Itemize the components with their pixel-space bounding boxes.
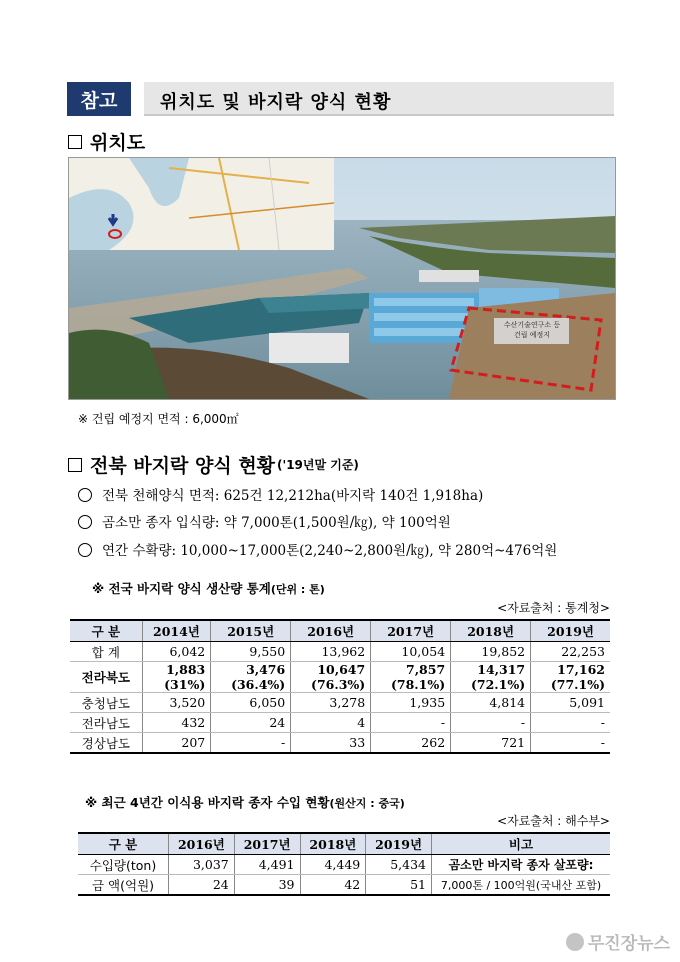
watermark-logo-icon	[566, 933, 584, 951]
table-cell: 10,647 (76.3%)	[291, 662, 371, 693]
table-cell: 4,449	[300, 855, 366, 875]
row-label: 합 계	[70, 642, 142, 662]
circle-bullet-icon	[78, 488, 92, 502]
table-cell: 24	[169, 875, 235, 896]
table-cell: 24	[211, 713, 291, 733]
table-row	[78, 875, 610, 896]
table-cell: 721	[451, 733, 531, 754]
table1-note-unit: (단위 : 톤)	[270, 583, 325, 596]
table-header: 2017년	[371, 620, 451, 642]
site-sign-line2: 건립 예정지	[513, 331, 551, 339]
table-cell: -	[371, 713, 451, 733]
aerial-site-photo	[68, 157, 616, 400]
row-label: 전라남도	[70, 713, 142, 733]
table2-source: <자료출처 : 해수부>	[497, 814, 610, 828]
table-cell: 7,857 (78.1%)	[371, 662, 451, 693]
circle-bullet-icon	[78, 515, 92, 529]
section-status-title: 전북 바지락 양식 현황	[90, 455, 276, 477]
table-cell: 17,162 (77.1%)	[531, 662, 610, 693]
table-header: 2018년	[300, 833, 366, 855]
site-area-note: ※ 건립 예정지 면적 : 6,000㎡	[78, 412, 239, 426]
section-status-subtitle: ('19년말 기준)	[277, 458, 359, 472]
table-row	[70, 642, 610, 662]
table-cell: -	[211, 733, 291, 754]
table-cell: 4	[291, 713, 371, 733]
table-header-row	[70, 620, 610, 642]
table-cell: 1,935	[371, 693, 451, 713]
table-cell: 5,091	[531, 693, 610, 713]
site-sign-line1: 수산기술연구소 등	[503, 321, 561, 329]
table-cell: 14,317 (72.1%)	[451, 662, 531, 693]
table-cell: -	[531, 733, 610, 754]
table1-note-text: ※ 전국 바지락 양식 생산량 통계	[92, 581, 271, 596]
table-header: 2014년	[142, 620, 211, 642]
table2-note	[85, 793, 405, 811]
table2-note-text: ※ 최근 4년간 이식용 바지락 종자 수입 현황	[85, 795, 330, 810]
table-header: 구 분	[78, 833, 169, 855]
table2-note-unit: (원산지 : 중국)	[329, 797, 405, 810]
table-row	[78, 855, 610, 875]
table-cell: 432	[142, 713, 211, 733]
row-label: 수입량(ton)	[78, 855, 169, 875]
remark-cell: 7,000톤 / 100억원(국내산 포함)	[432, 875, 611, 896]
table-cell: 262	[371, 733, 451, 754]
table-header-row	[78, 833, 610, 855]
row-label: 전라북도	[70, 662, 142, 693]
page-title: 위치도 및 바지락 양식 현황	[160, 92, 392, 113]
table-cell: -	[531, 713, 610, 733]
section-status-heading	[68, 451, 359, 478]
table-row	[70, 662, 610, 693]
table-cell: 51	[366, 875, 432, 896]
bullet-text: 전북 천해양식 면적: 625건 12,212ha(바지락 140건 1,918ha)	[102, 488, 484, 504]
bullet-item	[78, 484, 483, 504]
table-cell: 9,550	[211, 642, 291, 662]
table-cell: 1,883 (31%)	[142, 662, 211, 693]
row-label: 충청남도	[70, 693, 142, 713]
table-cell: 3,476 (36.4%)	[211, 662, 291, 693]
table-header: 2016년	[291, 620, 371, 642]
table-header: 구 분	[70, 620, 142, 642]
table-cell: 42	[300, 875, 366, 896]
table-cell: 207	[142, 733, 211, 754]
bullet-text: 연간 수확량: 10,000~17,000톤(2,240~2,800원/㎏), 약 280억~476억원	[102, 543, 558, 559]
table-cell: 39	[234, 875, 300, 896]
row-label: 경상남도	[70, 733, 142, 754]
watermark-text: 무진장뉴스	[587, 934, 670, 954]
bullet-item	[78, 511, 451, 531]
circle-bullet-icon	[78, 543, 92, 557]
aerial-photo-illustration	[69, 158, 615, 399]
checkbox-square-icon	[68, 458, 82, 472]
row-label: 금 액(억원)	[78, 875, 169, 896]
production-table	[70, 619, 610, 754]
header-bar	[144, 82, 614, 116]
table-cell: 33	[291, 733, 371, 754]
table-header: 2016년	[169, 833, 235, 855]
table1-source: <자료출처 : 통계청>	[497, 601, 610, 615]
table-cell: -	[451, 713, 531, 733]
table-cell: 19,852	[451, 642, 531, 662]
table-cell: 10,054	[371, 642, 451, 662]
table-cell: 22,253	[531, 642, 610, 662]
table-row	[70, 713, 610, 733]
table-header: 2015년	[211, 620, 291, 642]
table-header: 2018년	[451, 620, 531, 642]
table-cell: 4,814	[451, 693, 531, 713]
table-cell: 5,434	[366, 855, 432, 875]
table-header: 2019년	[531, 620, 610, 642]
bullet-text: 곰소만 종자 입식량: 약 7,000톤(1,500원/㎏), 약 100억원	[102, 515, 451, 531]
import-table	[78, 832, 610, 896]
table-row	[70, 693, 610, 713]
table-cell: 13,962	[291, 642, 371, 662]
table-row	[70, 733, 610, 754]
section-location-heading	[68, 128, 145, 155]
checkbox-square-icon	[68, 135, 82, 149]
table-cell: 3,037	[169, 855, 235, 875]
watermark	[566, 929, 670, 954]
section-location-title: 위치도	[90, 132, 146, 154]
remark-cell: 곰소만 바지락 종자 살포량:	[432, 855, 611, 875]
table-cell: 3,520	[142, 693, 211, 713]
table-cell: 6,042	[142, 642, 211, 662]
table-header: 2017년	[234, 833, 300, 855]
table-cell: 3,278	[291, 693, 371, 713]
table-cell: 6,050	[211, 693, 291, 713]
header-badge: 참고	[67, 82, 131, 116]
table-header: 비고	[432, 833, 611, 855]
table-cell: 4,491	[234, 855, 300, 875]
table-header: 2019년	[366, 833, 432, 855]
site-sign	[496, 320, 568, 340]
table1-note	[92, 579, 325, 597]
bullet-item	[78, 539, 557, 559]
